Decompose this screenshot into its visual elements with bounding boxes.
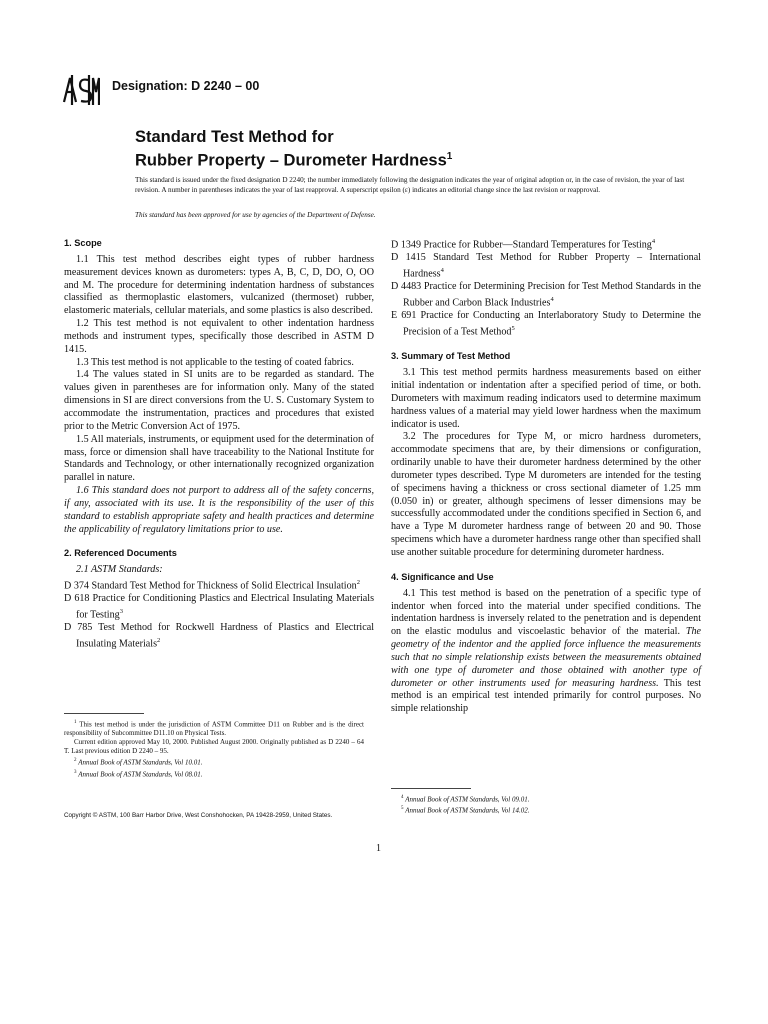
paragraph-3-1: 3.1 This test method permits hardness measurements based on either initial indentation or indentation after a specified period of time, or both. Durometers with maximum reading indicators used to determine maximum hardness values of a material may yield lower hardness when the maximum indicator is used.	[391, 367, 701, 430]
paragraph-1-3: 1.3 This test method is not applicable to the testing of coated fabrics.	[76, 356, 354, 368]
right-column	[391, 236, 701, 716]
paragraph-1-5: 1.5 All materials, instruments, or equipment used for the determination of mass, force or dimension shall have traceability to the National Institute for Standards and Technology, or other internationally recognized organization parallel in nature.	[64, 433, 374, 484]
paragraph-1-4: 1.4 The values stated in SI units are to be regarded as standard. The values given in parentheses are for information only. Many of the stated dimensions in SI are direct conversions from the U. S. Customary System to accommodate the instrumentation, practices and procedures that existed prior to the Metric Conversion Act of 1975.	[64, 369, 374, 432]
footnotes-left	[64, 718, 364, 779]
section-heading-referenced-documents: 2. Referenced Documents	[64, 548, 177, 559]
designation: Designation: D 2240 – 00	[112, 79, 260, 93]
reference-d1349: D 1349 Practice for Rubber—Standard Temperatures for Testing$^4$	[391, 238, 656, 251]
astm-logo-icon	[60, 72, 100, 108]
page-number: 1	[376, 843, 381, 854]
reference-d4483: D 4483 Practice for Determining Precision for Test Method Standards in the Rubber and Carbon Black Industries$^4$	[391, 281, 701, 309]
paragraph-1-2: 1.2 This test method is not equivalent to other indentation hardness methods and instrument types, specifically those described in ASTM D 1415.	[64, 318, 374, 355]
footnote-1: $^1$ This test method is under the jurisdiction of ASTM Committee D11 on Rubber and is the direct responsibility of Subcommittee D11.10 on Physical Tests.	[64, 720, 365, 738]
reference-e691: E 691 Practice for Conducting an Interlaboratory Study to Determine the Precision of a Test Method$^5$	[391, 310, 701, 338]
section-heading-significance: 4. Significance and Use	[391, 571, 494, 582]
footnote-2: $^2$ Annual Book of ASTM Standards, Vol 10.01.	[74, 758, 203, 767]
footnote-4: $^4$ Annual Book of ASTM Standards, Vol 09.01.	[401, 795, 530, 804]
paragraph-3-2: 3.2 The procedures for Type M, or micro hardness durometers, accommodate specimens that are, by their dimensions or configuration, ordinarily unable to have their durometer hardness determined by the other durometer types described. Type M durometers are intended for the testing of specimens having a thickness or cross sectional diameter of 1.25 mm (0.050 in) or greater, although specimens of lesser dimensions may be successfully accommodated under the conditions specified in Section 6, and have a Type M durometer hardness range of between 20 and 90. Those specimens which have a durometer hardness range other than specified shall use another suitable procedure for determining durometer hardness.	[391, 431, 701, 558]
reference-d785: D 785 Test Method for Rockwell Hardness of Plastics and Electrical Insulating Materials$^2$	[64, 622, 374, 650]
section-heading-summary: 3. Summary of Test Method	[391, 351, 511, 362]
footnotes-right	[391, 793, 691, 816]
designation-notice: This standard is issued under the fixed designation D 2240; the number immediately following the designation indicates the year of original adoption or, in the case of revision, the year of last revision. A number in parentheses indicates the year of last reapproval. A superscript epsilon (ε) indicates an editorial change since the last revision or reapproval.	[135, 176, 685, 194]
document-title	[135, 128, 452, 171]
reference-d1415: D 1415 Standard Test Method for Rubber Property – International Hardness$^4$	[391, 252, 701, 280]
reference-d374: D 374 Standard Test Method for Thickness of Solid Electrical Insulation$^2$	[64, 579, 360, 592]
dod-approval-note: This standard has been approved for use by agencies of the Department of Defense.	[135, 211, 376, 219]
paragraph-1-1: 1.1 This test method describes eight types of rubber hardness measurement devices known as durometers: types A, B, C, D, DO, O, OO and M. The procedure for determining indentation hardness of substances classified as thermoplastic elastomers, vulcanized (thermoset) rubber, elastomeric materials, cellular materials, and some plastics is also described.	[64, 253, 374, 317]
footnote-rule-right	[391, 788, 471, 789]
footnote-3: $^3$ Annual Book of ASTM Standards, Vol 08.01.	[74, 769, 203, 778]
title-line-1: Standard Test Method for	[135, 128, 334, 146]
footnote-5: $^5$ Annual Book of ASTM Standards, Vol 14.02.	[401, 806, 530, 815]
footnote-rule-left	[64, 713, 144, 714]
left-column	[64, 234, 374, 651]
title-line-2: Rubber Property – Durometer Hardness$^1$	[135, 151, 453, 170]
reference-d618: D 618 Practice for Conditioning Plastics and Electrical Insulating Materials for Testing$^3$	[64, 593, 374, 621]
paragraph-1-6: 1.6 This standard does not purport to address all of the safety concerns, if any, associated with its use. It is the responsibility of the user of this standard to establish appropriate safety and health practices and determine the applicability of regulatory limitations prior to use.	[64, 485, 374, 535]
paragraph-4-1: 4.1 This test method is based on the penetration of a specific type of indentor when forced into the material under specified conditions. The indentation hardness is inversely related to the penetration and is dependent on the elastic modulus and viscoelastic behavior of the material. The geometry of the indentor and the applied force influence the measurements such that no simple relationship exists between the measurements obtained with one type of durometer and those obtained with another type of durometer or other instruments used for measuring hardness. This test method is an empirical test intended primarily for control purposes. No simple relationship	[391, 587, 702, 715]
astm-standards-label: 2.1 ASTM Standards:	[76, 564, 163, 576]
section-heading-scope: 1. Scope	[64, 238, 102, 248]
copyright-line: Copyright © ASTM, 100 Barr Harbor Drive, West Conshohocken, PA 19428-2959, United States.	[64, 812, 333, 819]
footnote-1-current-edition: Current edition approved May 10, 2000. Published August 2000. Originally published as D 2240 – 64 T. Last previous edition D 2240 – 95.	[64, 738, 364, 756]
